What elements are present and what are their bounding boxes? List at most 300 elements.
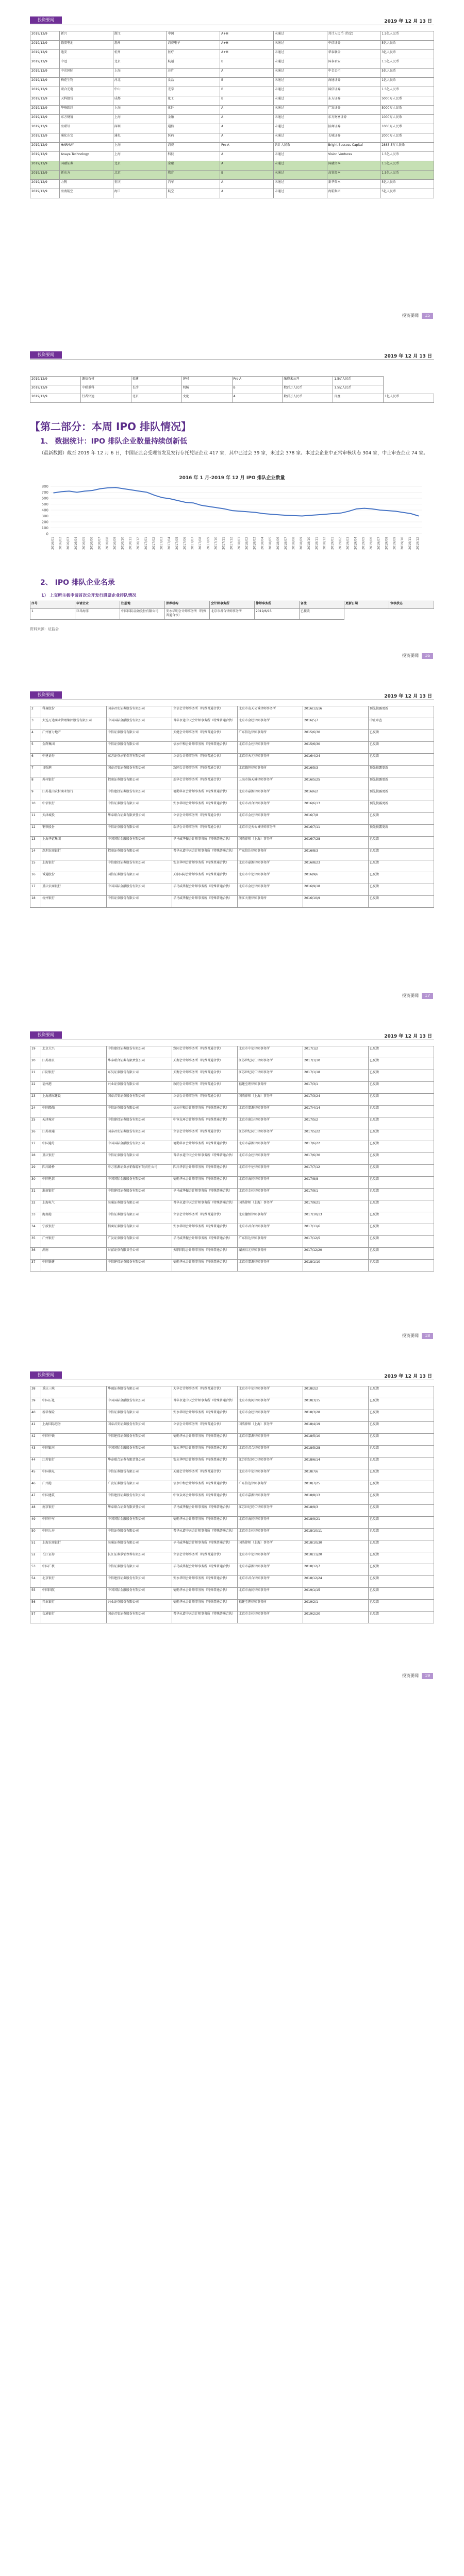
- table-cell: 立信会计师事务所（特殊普通合伙）: [172, 754, 238, 766]
- table-row: [30, 133, 434, 143]
- table-row: [30, 730, 434, 742]
- table-cell: 安永华明会计师事务所（特殊普通合伙）: [172, 1224, 238, 1236]
- table-cell: 2019/12/9: [30, 50, 60, 59]
- page-number: 18: [422, 1333, 433, 1339]
- table-cell: 融资未公开: [283, 377, 333, 385]
- table-cell: 53: [30, 1564, 41, 1576]
- table-cell: 上海国际港务: [41, 1422, 107, 1434]
- table-cell: 航运: [167, 59, 220, 69]
- table-cell: 中信证券股份有限公司: [107, 1153, 172, 1165]
- table-cell: 2017/6/22: [303, 1141, 369, 1153]
- table-row: [30, 1481, 434, 1493]
- table-cell: 北京市君合律师事务所: [238, 801, 303, 813]
- table-cell: 7: [30, 766, 41, 777]
- table-cell: 日照港: [41, 766, 107, 777]
- table-cell: 北京银行: [41, 1576, 107, 1588]
- footer-tag: 投资要闻: [402, 993, 419, 998]
- x-tick-label: 2018/11: [315, 537, 319, 550]
- table-cell: 浙江: [113, 31, 167, 41]
- table-cell: 北京市君合律师事务所: [238, 1224, 303, 1236]
- source-note: 资料来源：证监会: [30, 627, 59, 631]
- table-cell: 中信证券股份有限公司: [107, 1106, 172, 1117]
- table-cell: 德勤华永会计师事务所（特殊普通合伙）: [172, 1141, 238, 1153]
- ipo-queue-chart: [30, 482, 434, 560]
- table-cell: 5000万人民币: [380, 106, 434, 115]
- table-cell: 海通证券股份有限公司: [107, 1540, 172, 1552]
- table-cell: 中信证券股份有限公司: [107, 825, 172, 837]
- table-cell: 国融证券: [60, 161, 113, 171]
- x-tick-label: 2016/08: [105, 537, 109, 550]
- table-cell: 2016/10/9: [303, 896, 369, 908]
- table-cell: 5: [30, 742, 41, 754]
- table-cell: 毕马威华振会计师事务所（特殊普通合伙）: [172, 896, 238, 908]
- table-cell: 北京: [113, 59, 167, 69]
- table-cell: B: [220, 59, 274, 69]
- table-cell: 2019/12/9: [30, 106, 60, 115]
- table-cell: 中山: [113, 87, 167, 96]
- table-cell: 2016/7/28: [303, 837, 369, 849]
- data-point: [263, 513, 264, 514]
- table-cell: 2018/4/19: [303, 1422, 369, 1434]
- table-cell: 2019/12/9: [30, 189, 60, 198]
- table-cell: 中信建投证券股份有限公司: [107, 860, 172, 872]
- data-point: [278, 514, 279, 515]
- table-row: [30, 1446, 434, 1458]
- table-cell: 中国中铁: [41, 1434, 107, 1446]
- table-cell: 深圳: [113, 124, 167, 133]
- table-cell: 已反馈: [369, 1236, 434, 1248]
- table-cell: 北京市中伦律师事务所: [238, 1046, 303, 1058]
- table-cell: 国信证券: [327, 87, 380, 96]
- table-cell: 毕马威华振会计师事务所（特殊普通合伙）: [172, 1189, 238, 1200]
- table-cell: 东方证券: [327, 96, 380, 106]
- table-cell: 上海农商银行: [41, 1540, 107, 1552]
- table-row: [30, 1564, 434, 1576]
- table-cell: 江苏世纪同仁律师事务所: [238, 1505, 303, 1517]
- table-cell: 北京市嘉源律师事务所: [238, 1493, 303, 1505]
- table-cell: Pre-A: [232, 377, 283, 385]
- data-point: [53, 493, 54, 494]
- table-cell: 51: [30, 1540, 41, 1552]
- table-cell: 5亿人民币: [380, 69, 434, 78]
- table-cell: 北京: [113, 161, 167, 171]
- table-cell: 中国银河: [41, 1446, 107, 1458]
- table-cell: 诚通股份: [41, 872, 107, 884]
- table-row: [30, 1540, 434, 1552]
- x-tick-label: 2018/04: [260, 537, 264, 550]
- table-row: [30, 884, 434, 896]
- table-cell: 毕马威华振会计师事务所（特殊普通合伙）: [172, 1564, 238, 1576]
- table-cell: 中联重科: [80, 385, 131, 394]
- data-point: [247, 512, 248, 513]
- table-cell: 2017/1/18: [303, 1070, 369, 1082]
- data-point: [333, 513, 334, 514]
- table-cell: 中国人寿: [41, 1529, 107, 1540]
- table-cell: 11: [30, 813, 41, 825]
- table-cell: 安永华明会计师事务所（特殊普通合伙）: [172, 1446, 238, 1458]
- data-point: [185, 502, 186, 503]
- table-cell: 中国国际金融股份有限公司: [107, 1141, 172, 1153]
- table-cell: 长城证券: [327, 133, 380, 143]
- x-tick-label: 2017/12: [229, 537, 234, 550]
- table-cell: 18: [30, 896, 41, 908]
- x-tick-label: 2017/09: [206, 537, 210, 550]
- header-tag: 投资要闻: [30, 1371, 62, 1379]
- x-tick-label: 2019/07: [377, 537, 381, 550]
- data-point: [364, 508, 365, 509]
- table-cell: 杭州银行: [41, 896, 107, 908]
- data-point: [139, 490, 140, 492]
- table-cell: 东方证券承销保荐有限公司: [107, 754, 172, 766]
- table-cell: 37: [30, 1260, 41, 1272]
- table-row: [30, 1117, 434, 1129]
- table-cell: 已反馈: [369, 1458, 434, 1469]
- x-tick-label: 2016/12: [136, 537, 140, 550]
- table-cell: 中信银行: [41, 801, 107, 813]
- table-cell: 2016/7/8: [303, 813, 369, 825]
- table-cell: 致同会计师事务所（特殊普通合伙）: [172, 1046, 238, 1058]
- table-cell: 力帆: [60, 180, 113, 189]
- table-cell: 2018/2/2: [303, 1386, 369, 1398]
- table-cell: 兴业银行: [41, 1600, 107, 1612]
- data-point: [418, 516, 419, 517]
- table-cell: 兴业证券股份有限公司: [107, 1600, 172, 1612]
- table-cell: 已反馈: [369, 1082, 434, 1094]
- table-cell: 广东信达律师事务所: [238, 849, 303, 860]
- table-cell: 上海浦东建设: [41, 1094, 107, 1106]
- table-cell: 华泰联合证券有限责任公司: [107, 1058, 172, 1070]
- table-row: [30, 1529, 434, 1540]
- table-cell: 德勤华永会计师事务所（特殊普通合伙）: [172, 1600, 238, 1612]
- table-cell: 1.5亿人民币: [380, 87, 434, 96]
- table-cell: 2019/12/9: [30, 115, 60, 124]
- document-page: [0, 1015, 464, 1350]
- table-cell: 2018/3/28: [303, 1410, 369, 1422]
- table-cell: Anaya Technology: [60, 152, 113, 161]
- table-cell: 立信会计师事务所（特殊普通合伙）: [172, 1129, 238, 1141]
- data-point: [372, 509, 373, 510]
- table-cell: 广州港: [41, 1481, 107, 1493]
- table-cell: 预先披露更新: [369, 777, 434, 789]
- table-cell: 北京德恒律师事务所: [238, 766, 303, 777]
- table-cell: 中信建投证券股份有限公司: [107, 1260, 172, 1272]
- table-cell: 天津城投: [41, 813, 107, 825]
- table-cell: 海联讯: [60, 124, 113, 133]
- table-cell: 已反馈: [369, 849, 434, 860]
- table-cell: 2018/1/10: [303, 1260, 369, 1272]
- table-cell: 已反馈: [369, 730, 434, 742]
- table-cell: 未通过: [273, 78, 327, 87]
- table-cell: 2019/12/9: [30, 78, 60, 87]
- table-cell: 共计人民币 (待定): [327, 31, 380, 41]
- table-cell: 中信建投证券股份有限公司: [107, 1493, 172, 1505]
- table-cell: 2019/12/9: [30, 377, 81, 385]
- table-header-cell: 会计师事务所: [210, 601, 255, 609]
- y-tick-label: 500: [41, 502, 48, 506]
- table-cell: 医疗: [167, 50, 220, 59]
- table-row: [30, 1129, 434, 1141]
- data-point: [123, 488, 124, 489]
- table-cell: 22: [30, 1082, 41, 1094]
- table-cell: 中信建投证券股份有限公司: [107, 1576, 172, 1588]
- table-cell: 中国石化: [41, 1398, 107, 1410]
- table-cell: 中国: [167, 31, 220, 41]
- table-cell: 南京银行: [41, 1505, 107, 1517]
- table-header-cell: 序号: [30, 601, 75, 609]
- header-date: 2019 年 12 月 13 日: [384, 694, 432, 699]
- table-cell: 已反馈: [369, 1434, 434, 1446]
- table-cell: 已反馈: [369, 1552, 434, 1564]
- table-cell: 中信建投证券股份有限公司: [107, 1046, 172, 1058]
- table-cell: A: [232, 394, 283, 403]
- table-cell: 30: [30, 1177, 41, 1189]
- table-cell: 北京市康达律师事务所: [238, 1117, 303, 1129]
- table-cell: 1.5亿人民币: [333, 377, 384, 385]
- document-page: [0, 335, 464, 670]
- table-cell: 2017/5/2: [303, 1117, 369, 1129]
- table-cell: 2017/3/24: [303, 1094, 369, 1106]
- table-cell: 未通过: [273, 161, 327, 171]
- table-cell: 重庆农商银行: [41, 884, 107, 896]
- table-cell: 2019/12/9: [30, 143, 60, 152]
- table-cell: 已反馈: [369, 1248, 434, 1260]
- table-row: [30, 849, 434, 860]
- section-title: 【第二部分：本周 IPO 排队情况】: [30, 420, 192, 433]
- table-cell: 国泰君安证券股份有限公司: [107, 1422, 172, 1434]
- table-cell: 交通银行: [41, 1612, 107, 1623]
- table-cell: 56: [30, 1600, 41, 1612]
- table-cell: 未通过: [273, 180, 327, 189]
- table-cell: 普华永道中天会计师事务所（特殊普通合伙）: [172, 718, 238, 730]
- data-point: [154, 495, 155, 496]
- data-point: [317, 514, 318, 515]
- x-tick-label: 2019/09: [392, 537, 396, 550]
- table-cell: 立信会计师事务所（特殊普通合伙）: [172, 1212, 238, 1224]
- table-cell: 天衡会计师事务所（特殊普通合伙）: [172, 1070, 238, 1082]
- table-cell: 北京市天元律师事务所: [238, 754, 303, 766]
- table-cell: 中国国际金融股份有限公司: [107, 884, 172, 896]
- table-row: [30, 41, 434, 50]
- table-cell: 已反馈: [369, 1224, 434, 1236]
- table-cell: 50: [30, 1529, 41, 1540]
- table-cell: 海南航空: [60, 189, 113, 198]
- table-row: [30, 1224, 434, 1236]
- table-cell: 2019/12/9: [30, 69, 60, 78]
- data-point: [100, 488, 101, 489]
- table-cell: 47: [30, 1493, 41, 1505]
- table-cell: 2019/12/9: [30, 171, 60, 180]
- table-cell: 1.5亿人民币: [380, 31, 434, 41]
- table-cell: 2017/9/21: [303, 1200, 369, 1212]
- table-cell: 34: [30, 1224, 41, 1236]
- table-cell: A: [220, 106, 274, 115]
- table-cell: 大华会计师事务所（特殊普通合伙）: [172, 1386, 238, 1398]
- table-cell: 已反馈: [369, 872, 434, 884]
- table-cell: B: [220, 96, 274, 106]
- table-cell: 2017/1/2: [303, 1046, 369, 1058]
- table-cell: 普华永道中天会计师事务所（特殊普通合伙）: [172, 1200, 238, 1212]
- x-tick-label: 2019/11: [408, 537, 412, 550]
- table-cell: 湖南: [41, 1248, 107, 1260]
- table-cell: 已反馈: [369, 1189, 434, 1200]
- table-cell: 安永华明会计师事务所（特殊普通合伙）: [172, 1458, 238, 1469]
- x-tick-label: 2018/07: [284, 537, 288, 550]
- table-cell: 已反馈: [369, 1153, 434, 1165]
- table-cell: 通化: [113, 133, 167, 143]
- x-tick-label: 2016/10: [121, 537, 125, 550]
- footer-tag: 投资要闻: [402, 1673, 419, 1678]
- table-cell: 2019/12/9: [30, 385, 81, 394]
- table-cell: 海通证券股份有限公司: [107, 1200, 172, 1212]
- table-cell: 已反馈: [369, 1422, 434, 1434]
- table-cell: 中止审查: [369, 718, 434, 730]
- table-cell: 2019/12/9: [30, 133, 60, 143]
- table-cell: 未通过: [273, 106, 327, 115]
- x-tick-label: 2019/05: [361, 537, 366, 550]
- page-header: [30, 692, 434, 700]
- table-cell: 上海华谊集团: [41, 837, 107, 849]
- table-cell: 2017/10/13: [303, 1212, 369, 1224]
- table-row: [30, 1094, 434, 1106]
- table-row: [30, 385, 434, 394]
- table-cell: 江阴银行: [41, 1070, 107, 1082]
- table-cell: 2015/6/30: [303, 742, 369, 754]
- table-cell: 2019/12/9: [30, 161, 60, 171]
- table-cell: 已反馈: [369, 1469, 434, 1481]
- table-row: [30, 1422, 434, 1434]
- x-tick-label: 2018/08: [291, 537, 295, 550]
- table-header-cell: 备注: [300, 601, 344, 609]
- table-cell: 已反馈: [369, 1505, 434, 1517]
- table-cell: 预先披露更新: [369, 801, 434, 813]
- table-cell: 2019/12/9: [30, 394, 81, 403]
- table-cell: 杭州: [113, 50, 167, 59]
- table-cell: 教育: [167, 171, 220, 180]
- table-cell: 未通过: [273, 124, 327, 133]
- table-cell: B: [220, 78, 274, 87]
- table-cell: 天衡会计师事务所（特殊普通合伙）: [172, 1058, 238, 1070]
- table-cell: 福建至理律师事务所: [238, 1082, 303, 1094]
- table-cell: 2016/8/23: [303, 860, 369, 872]
- table-cell: 华峰超纤: [60, 106, 113, 115]
- x-tick-label: 2017/08: [198, 537, 203, 550]
- table-cell: 已反馈: [369, 1446, 434, 1458]
- table-cell: 27: [30, 1141, 41, 1153]
- table-cell: 上海: [113, 106, 167, 115]
- table-cell: A+H: [220, 31, 274, 41]
- data-point: [302, 516, 303, 517]
- table-cell: 已反馈: [369, 1200, 434, 1212]
- table-row: [30, 837, 434, 849]
- table-cell: 中国铁建: [41, 1260, 107, 1272]
- table-cell: 财富证券有限责任公司: [107, 1248, 172, 1260]
- header-tag: 投资要闻: [30, 351, 62, 359]
- table-cell: 中信建投证券股份有限公司: [107, 1189, 172, 1200]
- table-row: [30, 1517, 434, 1529]
- x-tick-label: 2016/04: [74, 537, 78, 550]
- data-point: [76, 492, 77, 493]
- table-cell: 已反馈: [369, 1046, 434, 1058]
- table-cell: 中信证券股份有限公司: [107, 1564, 172, 1576]
- table-row: [30, 189, 434, 198]
- table-cell: 未通过: [273, 133, 327, 143]
- table-cell: 德勤华永会计师事务所（特殊普通合伙）: [172, 1177, 238, 1189]
- table-cell: 毕马威华振会计师事务所（特殊普通合伙）: [172, 884, 238, 896]
- table-cell: 16: [30, 872, 41, 884]
- data-point: [255, 512, 256, 513]
- data-point: [162, 497, 163, 498]
- table-cell: 2017/12/20: [303, 1248, 369, 1260]
- table-cell: 广发证券: [327, 106, 380, 115]
- table-cell: 2019/12/9: [30, 124, 60, 133]
- table-cell: 33: [30, 1212, 41, 1224]
- table-row: [30, 1212, 434, 1224]
- table-cell: 2017/11/6: [303, 1224, 369, 1236]
- table-cell: A: [220, 124, 274, 133]
- data-point: [177, 500, 178, 501]
- table-cell: A+H: [220, 50, 274, 59]
- table-cell: 北京市海问律师事务所: [238, 1588, 303, 1600]
- table-cell: 已反馈: [369, 1576, 434, 1588]
- table-cell: 江苏世纪同仁律师事务所: [238, 1129, 303, 1141]
- series-line: [54, 487, 419, 516]
- table-cell: 福州港: [41, 1082, 107, 1094]
- table-cell: 43: [30, 1446, 41, 1458]
- table-cell: 新兴: [60, 31, 113, 41]
- header-date: 2019 年 12 月 13 日: [384, 19, 432, 24]
- table-cell: 38: [30, 1386, 41, 1398]
- x-tick-label: 2016/02: [59, 537, 63, 550]
- table-cell: 已反馈: [369, 1540, 434, 1552]
- table-row: [30, 813, 434, 825]
- table-cell: 上海: [113, 143, 167, 152]
- table-cell: 已反馈: [369, 1386, 434, 1398]
- data-point: [410, 513, 411, 514]
- x-tick-label: 2018/02: [245, 537, 249, 550]
- table-cell: 已反馈: [369, 884, 434, 896]
- table-cell: 信永中和会计师事务所（特殊普通合伙）: [172, 742, 238, 754]
- table-cell: 已反馈: [369, 1177, 434, 1189]
- header-tag: 投资要闻: [30, 1031, 62, 1039]
- table-cell: 中芯国际: [60, 69, 113, 78]
- table-cell: 2017/5/22: [303, 1129, 369, 1141]
- x-tick-label: 2018/06: [276, 537, 280, 550]
- data-table: [30, 1386, 434, 1623]
- x-tick-label: 2018/10: [307, 537, 311, 550]
- table-cell: 已反馈: [369, 1260, 434, 1272]
- table-cell: 普华永道中天会计师事务所（特殊普通合伙）: [172, 849, 238, 860]
- table-cell: 3: [30, 718, 41, 730]
- table-cell: 行者快速: [80, 394, 131, 403]
- table-cell: 国信证券股份有限公司: [107, 872, 172, 884]
- table-cell: 天职国际会计师事务所（特殊普通合伙）: [172, 872, 238, 884]
- table-cell: 北京德恒律师事务所: [238, 1212, 303, 1224]
- table-cell: 国浩律师（上海）事务所: [238, 1540, 303, 1552]
- table-cell: 华泰联合: [327, 50, 380, 59]
- table-cell: A: [220, 115, 274, 124]
- table-cell: 未通过: [273, 50, 327, 59]
- table-cell: 北京市中伦律师事务所: [238, 1386, 303, 1398]
- y-tick-label: 100: [41, 526, 48, 530]
- table-cell: 宁波银行: [41, 1224, 107, 1236]
- table-cell: 北京大兴: [41, 1046, 107, 1058]
- table-cell: 已反馈: [369, 1141, 434, 1153]
- table-row: [30, 766, 434, 777]
- table-cell: 2: [30, 706, 41, 718]
- table-cell: 2019/6/15: [255, 609, 300, 620]
- x-tick-label: 2019/06: [369, 537, 373, 550]
- table-cell: 52: [30, 1552, 41, 1564]
